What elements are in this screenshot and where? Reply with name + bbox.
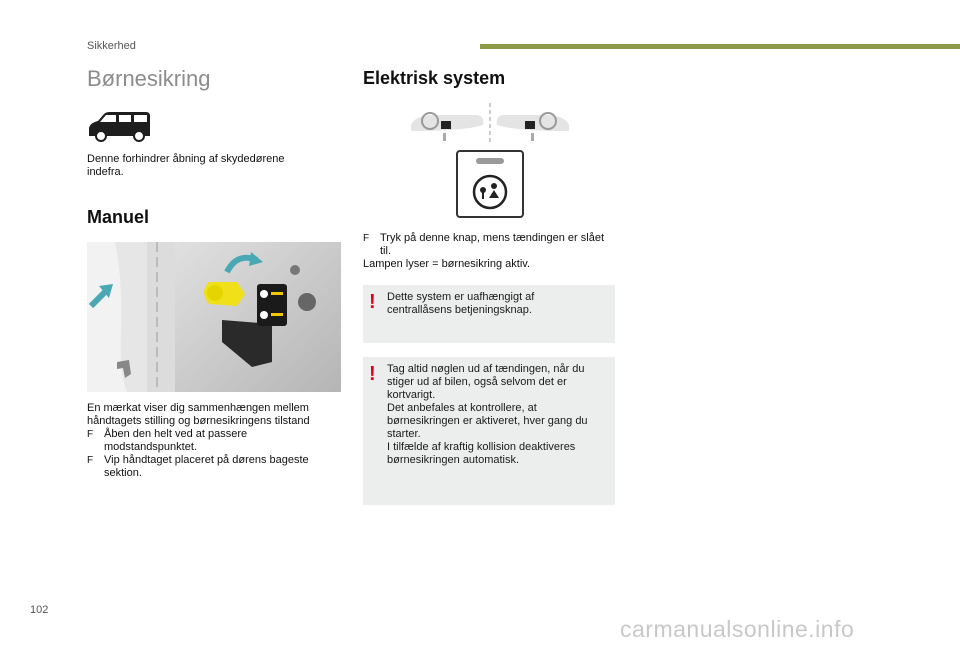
van-icon: [86, 110, 152, 142]
warning-icon: !: [369, 291, 376, 313]
manual-heading: Manuel: [87, 207, 150, 227]
manual-text: [87, 402, 337, 480]
door-lock-illustration: [87, 242, 341, 392]
watermark: carmanualsonline.info: [620, 616, 855, 642]
manual-bullet-2: F Vip håndtaget placeret på dørens bageste sektion.: [87, 454, 337, 480]
page-number: 102: [30, 604, 49, 616]
warning-box-2: [363, 357, 615, 505]
dashboard-diagram: [405, 103, 575, 145]
warning-box-1: [363, 285, 615, 343]
electric-bullet: F Tryk på denne knap, mens tændingen er slået til.: [363, 232, 613, 258]
lamp-text: Lampen lyser = børnesikring aktiv.: [363, 258, 531, 270]
warning-text-2: Tag altid nøglen ud af tændingen, når du stiger ud af bilen, også selvom det er kortvarigt. Det anbefales at kontrollere, at børnesikringen er aktiveret, hver gang du starter. I tilfælde af kraftig kollision deaktiveres børnesikringen automatisk.: [387, 363, 588, 466]
manual-bullet-1: F Åben den helt ved at passere modstandspunktet.: [87, 428, 337, 454]
warning-icon: !: [369, 363, 376, 385]
page-title: Børnesikring: [87, 66, 211, 91]
electric-heading: Elektrisk system: [363, 68, 506, 88]
child-lock-button: [456, 150, 524, 218]
warning-text-1: Dette system er uafhængigt af centrallåsens betjeningsknap.: [387, 291, 535, 316]
electric-text: [363, 232, 613, 271]
intro-text: Denne forhindrer åbning af skydedørene indefra.: [87, 153, 285, 178]
header-bar: [480, 44, 960, 49]
section-label: Sikkerhed: [87, 40, 136, 52]
manual-description: En mærkat viser dig sammenhængen mellem håndtagets stilling og børnesikringens tilstand: [87, 402, 310, 427]
